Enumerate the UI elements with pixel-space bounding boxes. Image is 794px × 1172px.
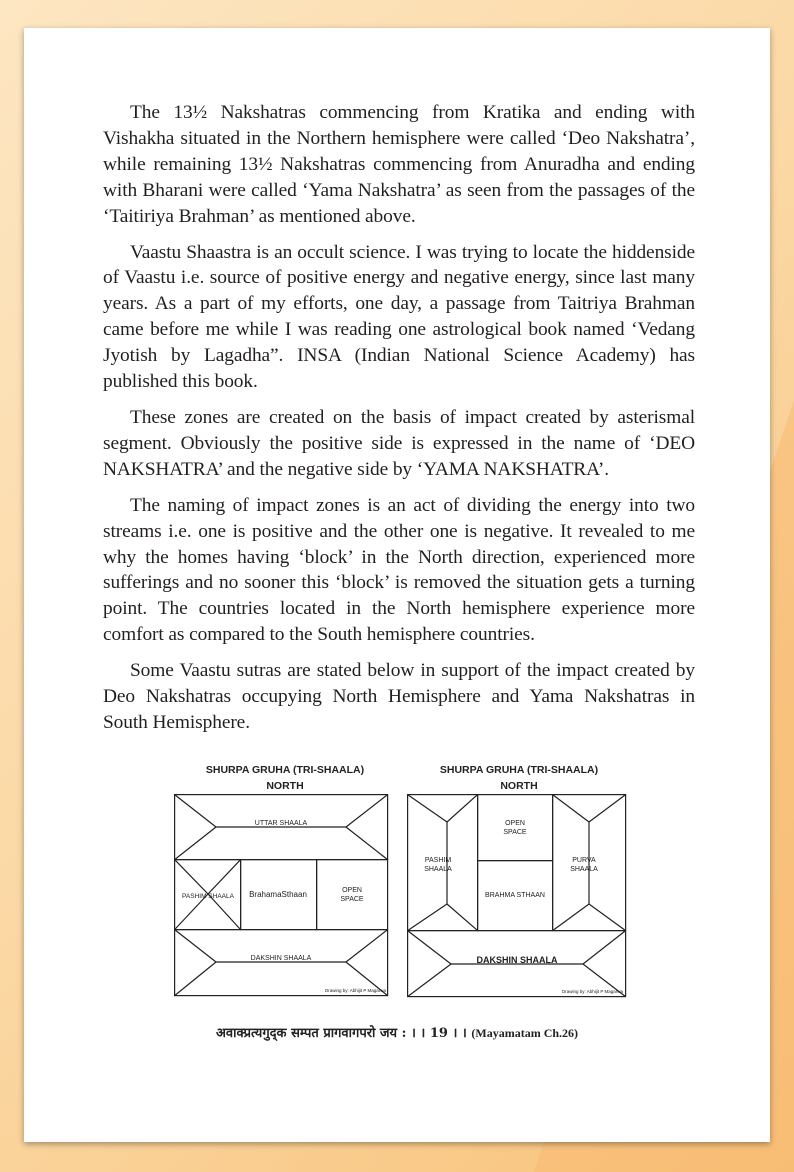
paragraph: These zones are created on the basis of impact created by asterismal segment. Obviously the positive side is expressed in the name of ‘DEO NAKSHATRA’ and the negative side by ‘YAMA NAKSHATRA’. <box>103 406 695 480</box>
dakshin-shaala-label: DAKSHIN SHAALA <box>250 955 312 962</box>
paragraph: Vaastu Shaastra is an occult science. I was trying to locate the hiddenside of Vaastu i.e. source of positive energy and negative energy, since last many years. As a part of my efforts, one day, a passage from Taitriya Brahman came before me while I was reading one astrological book named ‘Vedang Jyotish by Lagadha”. INSA (Indian National Science Academy) has published this book. <box>103 241 695 393</box>
purva-shaala-label-2: SHAALA <box>570 866 598 873</box>
north-label: NORTH <box>266 780 304 792</box>
pashim-shaala-label-2: SHAALA <box>424 866 452 873</box>
brahma-sthaan-label: BRAHMA STHAAN <box>485 892 545 899</box>
uttar-shaala-label: UTTAR SHAALA <box>254 820 308 827</box>
pashim-shaala-label: PASHIM SHAALA <box>182 893 234 900</box>
open-space-label-2: SPACE <box>340 896 364 903</box>
diagram-title: SHURPA GRUHA (TRI-SHAALA) <box>205 764 365 776</box>
open-space-label-1: OPEN <box>342 887 362 894</box>
sanskrit-verse: अवाक्प्रत्यगुद्क सम्पत प्रागवागपरो जय : । । 19 । । <box>215 1026 467 1041</box>
drawing-credit: Drawing by: Abhijit P Magarwa <box>325 988 386 993</box>
body-text <box>103 100 695 746</box>
verse-footer <box>24 1023 770 1041</box>
purva-shaala-label-1: PURVA <box>572 857 596 864</box>
floor-plan-left <box>174 794 396 1006</box>
north-label: NORTH <box>500 780 538 792</box>
pashim-shaala-label-1: PASHIM <box>424 857 452 864</box>
open-space-label-2: SPACE <box>503 829 527 836</box>
diagram-title: SHURPA GRUHA (TRI-SHAALA) <box>439 764 599 776</box>
open-space-label-1: OPEN <box>505 820 525 827</box>
brahma-sthaan-label: BrahamaSthaan <box>249 890 307 899</box>
paragraph: The naming of impact zones is an act of dividing the energy into two streams i.e. one is positive and the other one is negative. It revealed to me why the homes having ‘block’ in the North direction, experienced more sufferings and no sooner this ‘block’ is removed the situation gets a turning point. The countries located in the North hemisphere experience more comfort as compared to the South hemisphere countries. <box>103 494 695 646</box>
paragraph: Some Vaastu sutras are stated below in support of the impact created by Deo Nakshatras occupying North Hemisphere and Yama Nakshatras in South Hemisphere. <box>103 660 695 733</box>
drawing-credit: Drawing by: Abhijit P Magarwa <box>562 989 623 994</box>
verse-reference: (Mayamatam Ch.26) <box>471 1026 579 1040</box>
paragraph: The 13½ Nakshatras commencing from Kratika and ending with Vishakha situated in the Northern hemisphere were called ‘Deo Nakshatra’, while remaining 13½ Nakshatras commencing from Anuradha and ending with Bharani were called ‘Yama Nakshatra’ as seen from the passages of the ‘Taitiriya Brahman’ as mentioned above. <box>103 102 695 227</box>
document-page <box>24 28 770 1142</box>
floor-plan-right <box>407 794 631 1006</box>
dakshin-shaala-label: DAKSHIN SHAALA <box>476 955 558 965</box>
